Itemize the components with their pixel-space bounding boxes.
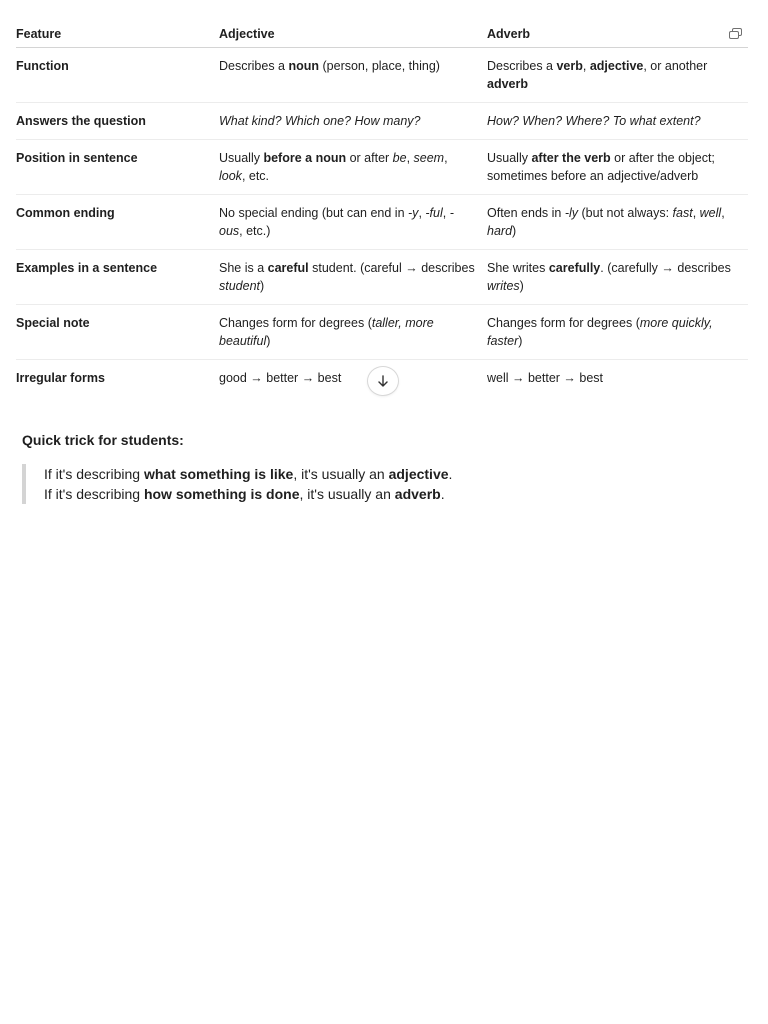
table-row — [16, 103, 748, 140]
feature-cell: Common ending — [16, 195, 219, 250]
text-segment: after the verb — [531, 151, 611, 165]
text-segment: or after the object; sometimes before an adjective/adverb — [487, 151, 715, 183]
adjective-cell — [219, 103, 487, 140]
text-segment: hard — [487, 224, 513, 238]
text-segment: , — [444, 151, 448, 165]
text-segment: How? When? Where? To what extent? — [487, 114, 701, 128]
header-adverb-label: Adverb — [487, 27, 531, 41]
text-segment: . (carefully → describes — [600, 261, 731, 275]
arrow-down-icon — [376, 374, 390, 388]
comparison-table — [16, 22, 748, 396]
text-segment: , it's usually an — [293, 466, 389, 482]
text-segment: (but not always: — [578, 206, 673, 220]
text-segment: , — [418, 206, 426, 220]
text-segment: ) — [512, 224, 517, 238]
text-segment: -y — [408, 206, 419, 220]
feature-cell: Special note — [16, 305, 219, 360]
text-segment: good → better → best — [219, 371, 342, 385]
text-segment: be — [392, 151, 407, 165]
text-segment: Usually — [219, 151, 264, 165]
text-segment: Changes form for degrees ( — [487, 316, 640, 330]
text-segment: -ful — [425, 206, 443, 220]
adjective-cell — [219, 360, 487, 397]
text-segment: ) — [260, 279, 265, 293]
adjective-cell — [219, 195, 487, 250]
table-body — [16, 48, 748, 397]
copy-table-button[interactable] — [726, 26, 744, 42]
feature-cell: Position in sentence — [16, 140, 219, 195]
text-segment: . — [448, 466, 453, 482]
feature-cell: Function — [16, 48, 219, 103]
header-adverb — [487, 22, 748, 48]
adverb-cell — [487, 195, 748, 250]
table-header — [16, 22, 748, 48]
adjective-cell — [219, 140, 487, 195]
adjective-cell — [219, 305, 487, 360]
adverb-cell — [487, 360, 748, 397]
text-segment: If it's describing — [44, 466, 144, 482]
trick-line — [44, 464, 644, 484]
comparison-table-container — [16, 22, 748, 396]
text-segment: No special ending (but can end in — [219, 206, 409, 220]
text-segment: ) — [518, 334, 523, 348]
text-segment: -ous — [219, 206, 454, 238]
text-segment: well → better → best — [487, 371, 604, 385]
header-adjective: Adjective — [219, 22, 487, 48]
text-segment: carefully — [548, 261, 601, 275]
table-row — [16, 250, 748, 305]
text-segment: how something is done — [143, 486, 300, 502]
text-segment: If it's describing — [44, 486, 144, 502]
scroll-down-button[interactable] — [367, 366, 399, 396]
text-segment: Often ends in — [487, 206, 565, 220]
table-row — [16, 195, 748, 250]
header-row — [16, 22, 748, 48]
text-segment: , — [721, 206, 725, 220]
adjective-cell — [219, 48, 487, 103]
text-segment: Changes form for degrees ( — [219, 316, 372, 330]
table-row — [16, 305, 748, 360]
trick-title: Quick trick for students: — [22, 432, 184, 448]
text-segment: She is a — [219, 261, 268, 275]
text-segment: What kind? Which one? How many? — [219, 114, 421, 128]
text-segment: fast — [672, 206, 693, 220]
table-row — [16, 140, 748, 195]
text-segment: adjective — [388, 466, 449, 482]
text-segment: , or another — [643, 59, 708, 73]
text-segment: , — [406, 151, 414, 165]
text-segment: , — [582, 59, 590, 73]
trick-line — [44, 484, 644, 504]
adverb-cell — [487, 305, 748, 360]
text-segment: seem — [413, 151, 445, 165]
text-segment: , — [692, 206, 700, 220]
copy-icon — [728, 28, 743, 41]
trick-blockquote — [22, 464, 644, 504]
text-segment: Usually — [487, 151, 532, 165]
text-segment: , etc.) — [239, 224, 271, 238]
text-segment: more quickly, faster — [487, 316, 713, 348]
feature-cell: Irregular forms — [16, 371, 105, 385]
text-segment: , etc. — [241, 169, 270, 183]
text-segment: Describes a — [219, 59, 289, 73]
text-segment: before a noun — [263, 151, 347, 165]
text-segment: taller, more beautiful — [219, 316, 434, 348]
text-segment: (person, place, thing) — [319, 59, 440, 73]
adjective-cell — [219, 250, 487, 305]
text-segment: adjective — [589, 59, 644, 73]
text-segment: ) — [266, 334, 271, 348]
text-segment: ) — [519, 279, 524, 293]
text-segment: , it's usually an — [299, 486, 395, 502]
text-segment: or after — [346, 151, 393, 165]
text-segment: well — [699, 206, 722, 220]
text-segment: writes — [487, 279, 520, 293]
text-segment: She writes — [487, 261, 549, 275]
feature-cell: Examples in a sentence — [16, 250, 219, 305]
text-segment: noun — [288, 59, 320, 73]
text-segment: verb — [556, 59, 583, 73]
text-segment: , — [442, 206, 450, 220]
feature-cell: Answers the question — [16, 103, 219, 140]
text-segment: adverb — [487, 77, 528, 91]
header-feature: Feature — [16, 22, 219, 48]
text-segment: student — [219, 279, 261, 293]
text-segment: look — [219, 169, 242, 183]
adverb-cell — [487, 103, 748, 140]
adverb-cell — [487, 250, 748, 305]
text-segment: -ly — [564, 206, 579, 220]
adverb-cell — [487, 48, 748, 103]
text-segment: adverb — [394, 486, 441, 502]
text-segment: careful — [267, 261, 309, 275]
adverb-cell — [487, 140, 748, 195]
text-segment: Describes a — [487, 59, 557, 73]
text-segment: careful → describes — [364, 261, 475, 275]
text-segment: what something is like — [143, 466, 294, 482]
text-segment: . — [440, 486, 445, 502]
text-segment: student. ( — [308, 261, 365, 275]
table-row — [16, 48, 748, 103]
